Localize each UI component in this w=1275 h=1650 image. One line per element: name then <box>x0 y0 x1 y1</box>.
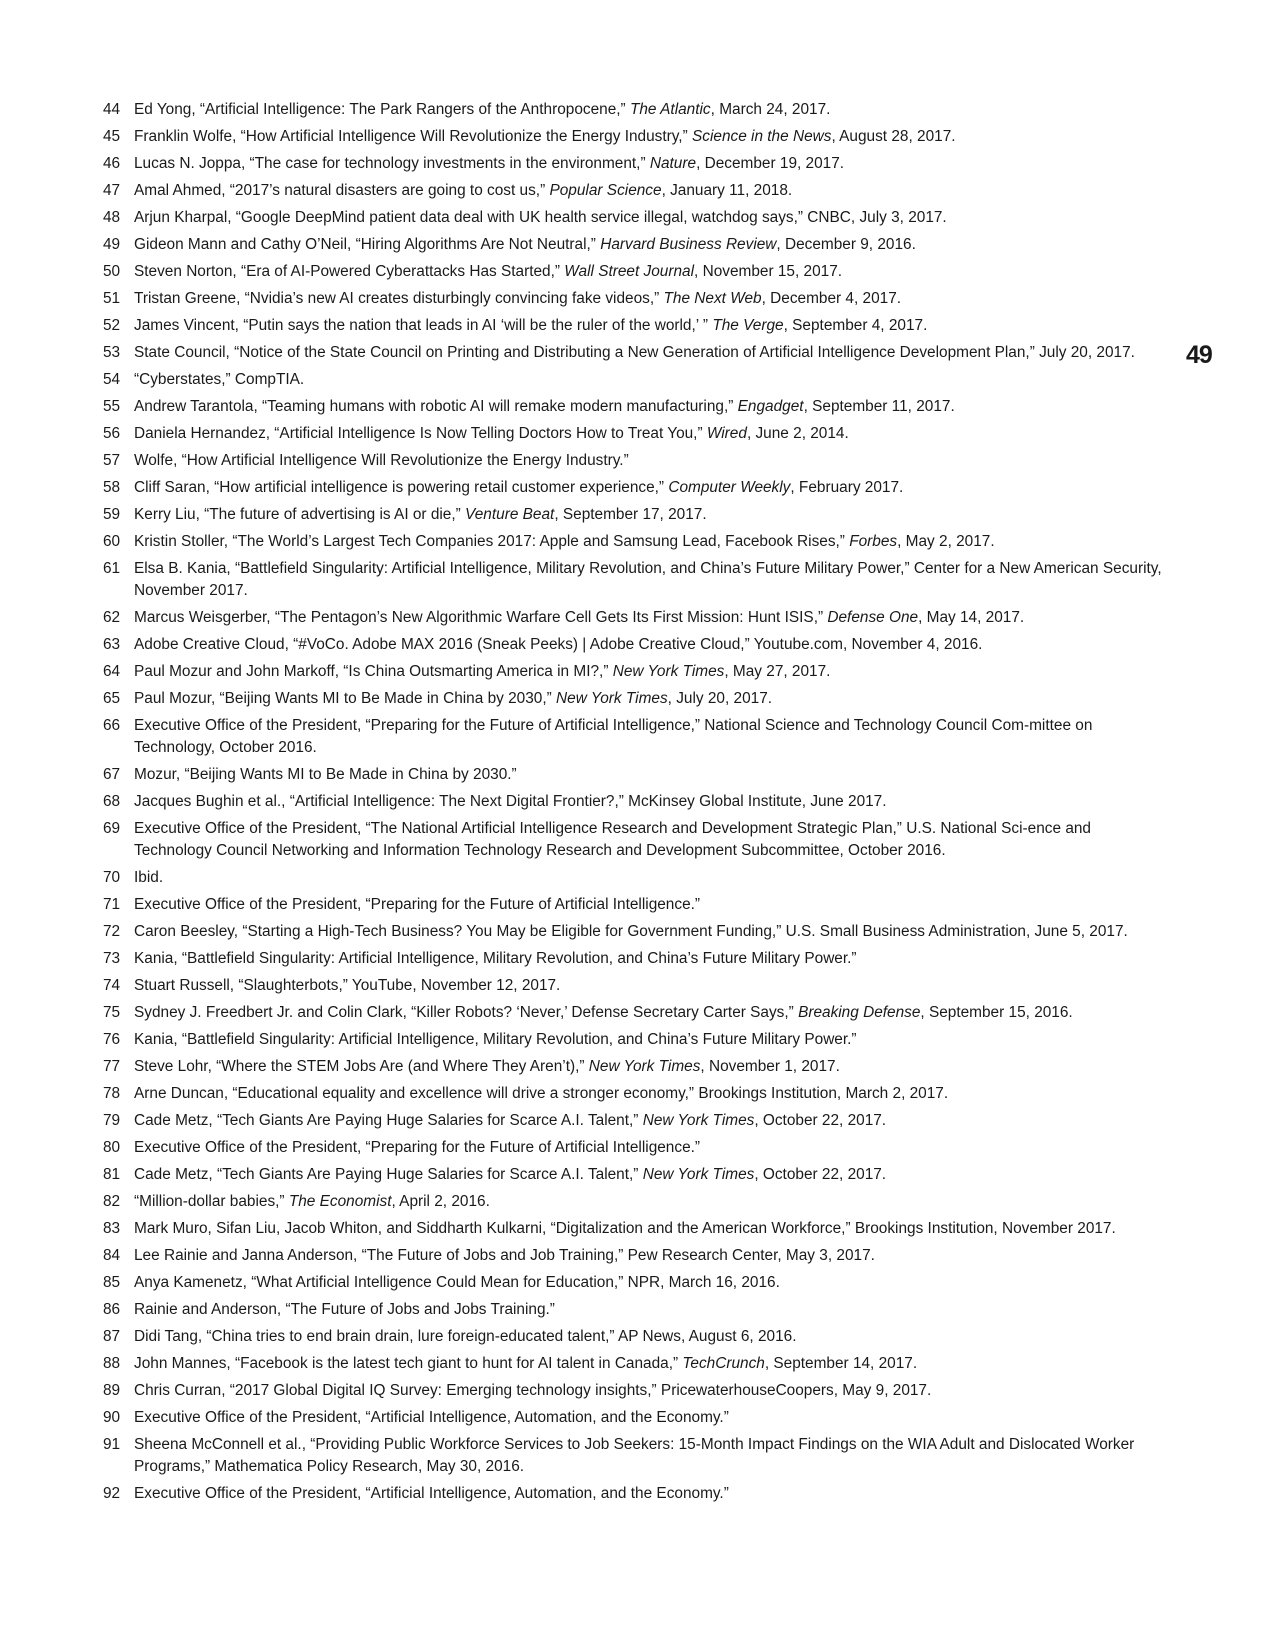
citation-text: , August 28, 2017. <box>831 128 956 145</box>
endnote-text <box>134 1002 1163 1024</box>
publication-title: Nature <box>649 155 697 172</box>
citation-text: , September 15, 2016. <box>920 1004 1073 1021</box>
endnote-number: 88 <box>103 1355 121 1372</box>
citation-text: Chris Curran, “2017 Global Digital IQ Survey: Emerging technology insights,” PricewaterhouseCoopers, May 9, 2017. <box>134 1382 932 1399</box>
endnote-text <box>134 99 1163 121</box>
endnote-number: 89 <box>103 1382 121 1399</box>
endnote-item <box>103 894 1163 916</box>
citation-text: , March 24, 2017. <box>710 101 831 118</box>
citation-text: State Council, “Notice of the State Council on Printing and Distributing a New Generation of Artificial Intelligence Development Plan,” July 20, 2017. <box>134 344 1135 361</box>
citation-text: Executive Office of the President, “The National Artificial Intelligence Research and Development Strategic Plan,” U.S. National Sci-ence and Technology Council Networking and Information Technology Research and Development Subcommittee, October 2016. <box>134 820 1091 859</box>
endnote-item <box>103 921 1163 943</box>
endnote-number: 77 <box>103 1058 121 1075</box>
endnote-number: 52 <box>103 317 121 334</box>
endnote-text <box>134 234 1163 256</box>
citation-text: Andrew Tarantola, “Teaming humans with robotic AI will remake modern manufacturing,” <box>134 398 738 415</box>
citation-text: Kerry Liu, “The future of advertising is AI or die,” <box>134 506 466 523</box>
endnote-item <box>103 1218 1163 1240</box>
endnote-text <box>134 1483 1163 1505</box>
citation-text: , May 14, 2017. <box>918 609 1025 626</box>
endnote-item <box>103 99 1163 121</box>
endnote-text <box>134 867 1163 889</box>
endnote-number: 91 <box>103 1436 121 1453</box>
endnote-number: 63 <box>103 636 121 653</box>
citation-text: Gideon Mann and Cathy O’Neil, “Hiring Algorithms Are Not Neutral,” <box>134 236 601 253</box>
citation-text: Cade Metz, “Tech Giants Are Paying Huge Salaries for Scarce A.I. Talent,” <box>134 1166 643 1183</box>
endnote-item <box>103 1353 1163 1375</box>
endnote-number: 54 <box>103 371 121 388</box>
publication-title: The Atlantic <box>629 101 711 118</box>
endnote-number: 67 <box>103 766 121 783</box>
citation-text: , September 11, 2017. <box>803 398 955 415</box>
endnote-text <box>134 1056 1163 1078</box>
endnote-item <box>103 715 1163 759</box>
endnote-item <box>103 1299 1163 1321</box>
citation-text: Daniela Hernandez, “Artificial Intelligence Is Now Telling Doctors How to Treat You,” <box>134 425 707 442</box>
endnote-item <box>103 558 1163 602</box>
endnote-text <box>134 894 1163 916</box>
citation-text: Anya Kamenetz, “What Artificial Intelligence Could Mean for Education,” NPR, March 16, 2016. <box>134 1274 780 1291</box>
citation-text: Executive Office of the President, “Preparing for the Future of Artificial Intelligence,” National Science and Technology Council Com-mittee on Technology, October 2016. <box>134 717 1093 756</box>
endnote-item <box>103 661 1163 683</box>
publication-title: Popular Science <box>549 182 662 199</box>
publication-title: New York Times <box>588 1058 701 1075</box>
endnote-number: 90 <box>103 1409 121 1426</box>
endnote-number: 45 <box>103 128 121 145</box>
endnote-number: 84 <box>103 1247 121 1264</box>
endnote-number: 58 <box>103 479 121 496</box>
citation-text: Lee Rainie and Janna Anderson, “The Future of Jobs and Job Training,” Pew Research Center, May 3, 2017. <box>134 1247 875 1264</box>
citation-text: , June 2, 2014. <box>746 425 849 442</box>
endnote-item <box>103 261 1163 283</box>
endnote-number: 60 <box>103 533 121 550</box>
publication-title: Harvard Business Review <box>600 236 777 253</box>
endnote-number: 69 <box>103 820 121 837</box>
endnote-item <box>103 1029 1163 1051</box>
endnote-text <box>134 180 1163 202</box>
endnote-item <box>103 1245 1163 1267</box>
endnote-item <box>103 1272 1163 1294</box>
endnote-item <box>103 450 1163 472</box>
citation-text: James Vincent, “Putin says the nation that leads in AI ‘will be the ruler of the world,’ ” <box>134 317 713 334</box>
endnote-text <box>134 1407 1163 1429</box>
citation-text: Elsa B. Kania, “Battlefield Singularity: Artificial Intelligence, Military Revolution, and China’s Future Military Power,” Center for a New American Security, November 2017. <box>134 560 1162 599</box>
endnote-number: 70 <box>103 869 121 886</box>
endnote-item <box>103 1056 1163 1078</box>
endnote-text <box>134 1083 1163 1105</box>
publication-title: Computer Weekly <box>668 479 791 496</box>
endnote-item <box>103 126 1163 148</box>
endnote-item <box>103 1191 1163 1213</box>
page-number: 49 <box>1186 341 1212 369</box>
citation-text: Paul Mozur, “Beijing Wants MI to Be Made in China by 2030,” <box>134 690 557 707</box>
endnote-item <box>103 1483 1163 1505</box>
citation-text: Mozur, “Beijing Wants MI to Be Made in China by 2030.” <box>134 766 517 783</box>
endnote-number: 92 <box>103 1485 121 1502</box>
endnote-item <box>103 1137 1163 1159</box>
endnote-text <box>134 126 1163 148</box>
citation-text: , December 4, 2017. <box>761 290 902 307</box>
endnote-number: 82 <box>103 1193 121 1210</box>
citation-text: , September 14, 2017. <box>764 1355 918 1372</box>
endnote-text <box>134 261 1163 283</box>
publication-title: TechCrunch <box>682 1355 765 1372</box>
endnote-item <box>103 975 1163 997</box>
endnote-number: 56 <box>103 425 121 442</box>
citation-text: Jacques Bughin et al., “Artificial Intelligence: The Next Digital Frontier?,” McKinsey Global Institute, June 2017. <box>134 793 887 810</box>
endnote-number: 65 <box>103 690 121 707</box>
publication-title: Forbes <box>849 533 898 550</box>
citation-text: Adobe Creative Cloud, “#VoCo. Adobe MAX 2016 (Sneak Peeks) | Adobe Creative Cloud,” Youtube.com, November 4, 2016. <box>134 636 983 653</box>
citation-text: Rainie and Anderson, “The Future of Jobs and Jobs Training.” <box>134 1301 555 1318</box>
citation-text: Ed Yong, “Artificial Intelligence: The Park Rangers of the Anthropocene,” <box>134 101 630 118</box>
citation-text: Kania, “Battlefield Singularity: Artificial Intelligence, Military Revolution, and China’s Future Military Power.” <box>134 950 857 967</box>
endnote-number: 74 <box>103 977 121 994</box>
citation-text: , December 19, 2017. <box>696 155 845 172</box>
endnote-number: 53 <box>103 344 121 361</box>
publication-title: Venture Beat <box>465 506 555 523</box>
endnote-item <box>103 423 1163 445</box>
citation-text: Tristan Greene, “Nvidia’s new AI creates disturbingly convincing fake videos,” <box>134 290 664 307</box>
endnote-number: 48 <box>103 209 121 226</box>
endnote-item <box>103 180 1163 202</box>
citation-text: Executive Office of the President, “Preparing for the Future of Artificial Intelligence.” <box>134 1139 701 1156</box>
endnote-text <box>134 450 1163 472</box>
citation-text: , May 2, 2017. <box>897 533 995 550</box>
endnote-item <box>103 948 1163 970</box>
endnote-item <box>103 531 1163 553</box>
endnote-number: 61 <box>103 560 121 577</box>
endnote-text <box>134 1380 1163 1402</box>
citation-text: , December 9, 2016. <box>776 236 916 253</box>
endnote-text <box>134 791 1163 813</box>
endnote-number: 79 <box>103 1112 121 1129</box>
endnote-item <box>103 688 1163 710</box>
endnote-item <box>103 764 1163 786</box>
citation-text: Cade Metz, “Tech Giants Are Paying Huge Salaries for Scarce A.I. Talent,” <box>134 1112 643 1129</box>
citation-text: Didi Tang, “China tries to end brain drain, lure foreign-educated talent,” AP News, August 6, 2016. <box>134 1328 797 1345</box>
endnote-item <box>103 369 1163 391</box>
publication-title: The Next Web <box>663 290 762 307</box>
citation-text: Wolfe, “How Artificial Intelligence Will Revolutionize the Energy Industry.” <box>134 452 629 469</box>
citation-text: , July 20, 2017. <box>667 690 773 707</box>
citation-text: “Million-dollar babies,” <box>134 1193 289 1210</box>
publication-title: Defense One <box>827 609 919 626</box>
citation-text: , April 2, 2016. <box>391 1193 490 1210</box>
endnote-text <box>134 396 1163 418</box>
publication-title: New York Times <box>642 1112 755 1129</box>
publication-title: New York Times <box>556 690 668 707</box>
endnote-item <box>103 234 1163 256</box>
endnote-number: 75 <box>103 1004 121 1021</box>
endnote-text <box>134 558 1163 602</box>
citation-text: Stuart Russell, “Slaughterbots,” YouTube, November 12, 2017. <box>134 977 561 994</box>
endnote-text <box>134 634 1163 656</box>
endnote-text <box>134 818 1163 862</box>
citation-text: , January 11, 2018. <box>661 182 793 199</box>
citation-text: Kristin Stoller, “The World’s Largest Tech Companies 2017: Apple and Samsung Lead, Facebook Rises,” <box>134 533 850 550</box>
endnote-item <box>103 288 1163 310</box>
endnote-item <box>103 1380 1163 1402</box>
endnote-text <box>134 1137 1163 1159</box>
endnote-number: 83 <box>103 1220 121 1237</box>
endnote-number: 46 <box>103 155 121 172</box>
endnote-number: 78 <box>103 1085 121 1102</box>
endnote-item <box>103 477 1163 499</box>
endnote-item <box>103 867 1163 889</box>
endnote-text <box>134 1245 1163 1267</box>
endnote-item <box>103 1407 1163 1429</box>
endnote-item <box>103 1164 1163 1186</box>
endnote-item <box>103 791 1163 813</box>
endnote-text <box>134 1434 1163 1478</box>
citation-text: Mark Muro, Sifan Liu, Jacob Whiton, and Siddharth Kulkarni, “Digitalization and the American Workforce,” Brookings Institution, November 2017. <box>134 1220 1116 1237</box>
citation-text: Franklin Wolfe, “How Artificial Intelligence Will Revolutionize the Energy Industry,” <box>134 128 692 145</box>
publication-title: Breaking Defense <box>798 1004 921 1021</box>
publication-title: Wall Street Journal <box>564 263 695 280</box>
endnote-text <box>134 607 1163 629</box>
endnote-item <box>103 342 1163 364</box>
endnote-number: 49 <box>103 236 121 253</box>
endnote-text <box>134 153 1163 175</box>
endnote-number: 76 <box>103 1031 121 1048</box>
endnote-text <box>134 423 1163 445</box>
endnote-number: 55 <box>103 398 121 415</box>
publication-title: New York Times <box>612 663 725 680</box>
endnote-text <box>134 1218 1163 1240</box>
endnote-number: 81 <box>103 1166 121 1183</box>
endnote-item <box>103 315 1163 337</box>
endnote-number: 73 <box>103 950 121 967</box>
endnote-text <box>134 1326 1163 1348</box>
endnote-number: 51 <box>103 290 121 307</box>
citation-text: Executive Office of the President, “Preparing for the Future of Artificial Intelligence.” <box>134 896 701 913</box>
publication-title: Engadget <box>737 398 804 415</box>
endnote-text <box>134 688 1163 710</box>
citation-text: “Cyberstates,” CompTIA. <box>134 371 305 388</box>
publication-title: The Economist <box>288 1193 392 1210</box>
endnote-item <box>103 153 1163 175</box>
citation-text: Caron Beesley, “Starting a High-Tech Business? You May be Eligible for Government Funding,” U.S. Small Business Administration, June 5, 2017. <box>134 923 1128 940</box>
endnote-text <box>134 477 1163 499</box>
citation-text: Steve Lohr, “Where the STEM Jobs Are (and Where They Aren’t),” <box>134 1058 589 1075</box>
endnote-item <box>103 634 1163 656</box>
endnote-number: 86 <box>103 1301 121 1318</box>
endnote-text <box>134 1164 1163 1186</box>
citation-text: Marcus Weisgerber, “The Pentagon’s New Algorithmic Warfare Cell Gets Its First Mission: Hunt ISIS,” <box>134 609 828 626</box>
endnote-text <box>134 1191 1163 1213</box>
citation-text: Ibid. <box>134 869 164 886</box>
endnote-number: 68 <box>103 793 121 810</box>
endnote-item <box>103 818 1163 862</box>
citation-text: Executive Office of the President, “Artificial Intelligence, Automation, and the Economy.” <box>134 1409 729 1426</box>
endnote-text <box>134 369 1163 391</box>
citation-text: Amal Ahmed, “2017’s natural disasters are going to cost us,” <box>134 182 550 199</box>
citation-text: Sheena McConnell et al., “Providing Public Workforce Services to Job Seekers: 15-Month Impact Findings on the WIA Adult and Dislocated Worker Programs,” Mathematica Policy Research, May 30, 2016. <box>134 1436 1135 1475</box>
endnote-item <box>103 504 1163 526</box>
endnote-item <box>103 1434 1163 1478</box>
endnote-item <box>103 396 1163 418</box>
endnote-item <box>103 607 1163 629</box>
endnote-number: 80 <box>103 1139 121 1156</box>
citation-text: Cliff Saran, “How artificial intelligence is powering retail customer experience,” <box>134 479 669 496</box>
endnote-number: 66 <box>103 717 121 734</box>
endnote-text <box>134 661 1163 683</box>
endnote-item <box>103 1110 1163 1132</box>
endnote-number: 64 <box>103 663 121 680</box>
endnote-text <box>134 975 1163 997</box>
citation-text: Steven Norton, “Era of AI-Powered Cyberattacks Has Started,” <box>134 263 565 280</box>
endnote-number: 87 <box>103 1328 121 1345</box>
endnote-number: 72 <box>103 923 121 940</box>
publication-title: Wired <box>706 425 747 442</box>
publication-title: The Verge <box>712 317 784 334</box>
citation-text: , September 4, 2017. <box>783 317 928 334</box>
endnote-text <box>134 207 1163 229</box>
endnote-number: 59 <box>103 506 121 523</box>
publication-title: Science in the News <box>692 128 832 145</box>
citation-text: Executive Office of the President, “Artificial Intelligence, Automation, and the Economy.” <box>134 1485 729 1502</box>
citation-text: Arne Duncan, “Educational equality and excellence will drive a stronger economy,” Brookings Institution, March 2, 2017. <box>134 1085 949 1102</box>
endnote-text <box>134 504 1163 526</box>
endnote-item <box>103 207 1163 229</box>
endnote-number: 44 <box>103 101 121 118</box>
endnote-text <box>134 1353 1163 1375</box>
endnote-text <box>134 1110 1163 1132</box>
endnote-text <box>134 948 1163 970</box>
citation-text: , February 2017. <box>790 479 904 496</box>
endnote-text <box>134 288 1163 310</box>
endnote-item <box>103 1002 1163 1024</box>
citation-text: Lucas N. Joppa, “The case for technology investments in the environment,” <box>134 155 650 172</box>
citation-text: , May 27, 2017. <box>724 663 831 680</box>
endnote-number: 57 <box>103 452 121 469</box>
endnote-text <box>134 764 1163 786</box>
citation-text: , November 1, 2017. <box>700 1058 840 1075</box>
citation-text: Paul Mozur and John Markoff, “Is China Outsmarting America in MI?,” <box>134 663 613 680</box>
citation-text: , October 22, 2017. <box>754 1166 887 1183</box>
citation-text: John Mannes, “Facebook is the latest tech giant to hunt for AI talent in Canada,” <box>134 1355 683 1372</box>
endnotes-list <box>103 99 1163 1510</box>
endnote-number: 71 <box>103 896 121 913</box>
endnote-text <box>134 531 1163 553</box>
endnote-text <box>134 1299 1163 1321</box>
endnote-text <box>134 921 1163 943</box>
endnote-text <box>134 315 1163 337</box>
citation-text: , September 17, 2017. <box>554 506 707 523</box>
endnote-number: 62 <box>103 609 121 626</box>
citation-text: Sydney J. Freedbert Jr. and Colin Clark, “Killer Robots? ‘Never,’ Defense Secretary Carter Says,” <box>134 1004 799 1021</box>
endnote-number: 85 <box>103 1274 121 1291</box>
endnote-number: 50 <box>103 263 121 280</box>
endnote-number: 47 <box>103 182 121 199</box>
endnote-text <box>134 342 1163 364</box>
endnote-text <box>134 1272 1163 1294</box>
citation-text: Kania, “Battlefield Singularity: Artificial Intelligence, Military Revolution, and China’s Future Military Power.” <box>134 1031 857 1048</box>
citation-text: , November 15, 2017. <box>694 263 843 280</box>
citation-text: Arjun Kharpal, “Google DeepMind patient data deal with UK health service illegal, watchdog says,” CNBC, July 3, 2017. <box>134 209 947 226</box>
endnote-item <box>103 1326 1163 1348</box>
endnote-text <box>134 1029 1163 1051</box>
endnote-item <box>103 1083 1163 1105</box>
endnote-text <box>134 715 1163 759</box>
publication-title: New York Times <box>642 1166 755 1183</box>
citation-text: , October 22, 2017. <box>754 1112 887 1129</box>
